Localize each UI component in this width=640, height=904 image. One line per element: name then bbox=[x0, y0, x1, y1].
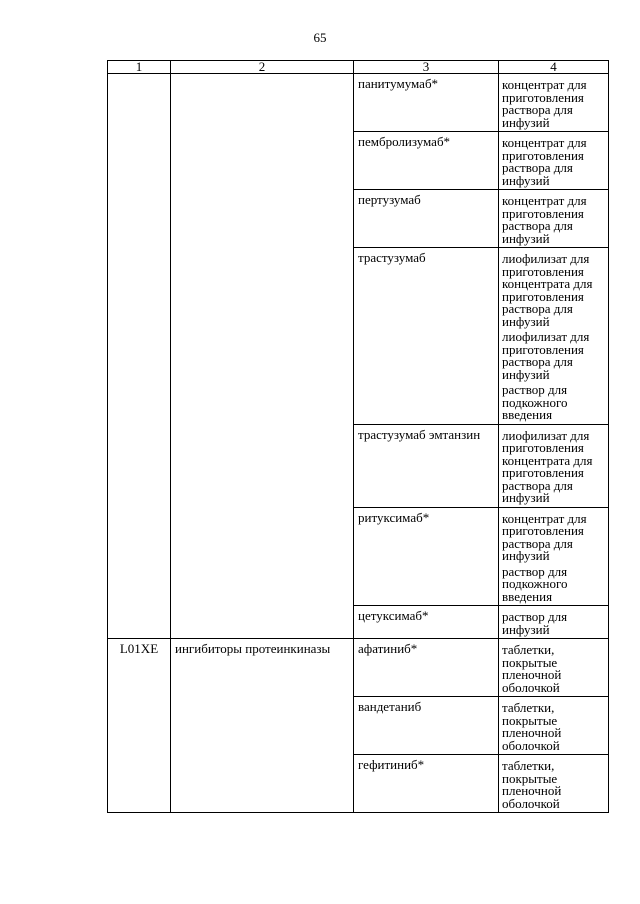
page-number: 65 bbox=[313, 30, 327, 45]
dosage-form: раствор для инфузий bbox=[502, 609, 568, 637]
dosage-form: концентрат для приготовления раствора для инфузий bbox=[502, 77, 587, 130]
drug-name-cell: пертузумаб bbox=[354, 190, 499, 248]
atc-group-name-cell bbox=[171, 74, 354, 639]
dosage-form: концентрат для приготовления раствора для инфузий bbox=[502, 135, 587, 188]
header-row bbox=[108, 61, 609, 74]
dosage-form-cell bbox=[499, 132, 609, 190]
header-cell-3: 3 bbox=[354, 61, 499, 74]
dosage-form-cell bbox=[499, 697, 609, 755]
table-row bbox=[108, 74, 609, 132]
atc-group-name-cell: ингибиторы протеинкиназы bbox=[171, 639, 354, 813]
drug-table-body bbox=[108, 61, 609, 813]
dosage-form-cell bbox=[499, 639, 609, 697]
dosage-form-cell bbox=[499, 606, 609, 639]
drug-name-cell: панитумумаб* bbox=[354, 74, 499, 132]
dosage-form: лиофилизат для приготовления концентрата для приготовления раствора для инфузий bbox=[502, 251, 593, 329]
dosage-form: концентрат для приготовления раствора для инфузий bbox=[502, 510, 587, 563]
table-row bbox=[108, 639, 609, 697]
dosage-form-cell bbox=[499, 248, 609, 425]
drug-name-cell: пембролизумаб* bbox=[354, 132, 499, 190]
dosage-form: таблетки, покрытые пленочной оболочкой bbox=[502, 642, 562, 695]
header-cell-1: 1 bbox=[108, 61, 171, 74]
dosage-form-cell bbox=[499, 755, 609, 813]
dosage-form: таблетки, покрытые пленочной оболочкой bbox=[502, 700, 562, 753]
atc-code-cell bbox=[108, 74, 171, 639]
dosage-form: раствор для подкожного введения bbox=[502, 563, 568, 604]
drug-name-cell: вандетаниб bbox=[354, 697, 499, 755]
dosage-form-cell bbox=[499, 507, 609, 606]
dosage-form: лиофилизат для приготовления концентрата для приготовления раствора для инфузий bbox=[502, 427, 593, 505]
dosage-form: лиофилизат для приготовления раствора для инфузий bbox=[502, 329, 590, 382]
header-cell-4: 4 bbox=[499, 61, 609, 74]
drug-name-cell: ритуксимаб* bbox=[354, 507, 499, 606]
atc-code-cell: L01XE bbox=[108, 639, 171, 813]
drug-table bbox=[107, 60, 609, 813]
dosage-form-cell bbox=[499, 190, 609, 248]
drug-name-cell: гефитиниб* bbox=[354, 755, 499, 813]
dosage-form: таблетки, покрытые пленочной оболочкой bbox=[502, 758, 562, 811]
dosage-form-cell bbox=[499, 424, 609, 507]
dosage-form: раствор для подкожного введения bbox=[502, 382, 568, 422]
dosage-form: концентрат для приготовления раствора для инфузий bbox=[502, 193, 587, 246]
drug-name-cell: трастузумаб bbox=[354, 248, 499, 425]
dosage-form-cell bbox=[499, 74, 609, 132]
drug-name-cell: трастузумаб эмтанзин bbox=[354, 424, 499, 507]
header-cell-2: 2 bbox=[171, 61, 354, 74]
drug-name-cell: цетуксимаб* bbox=[354, 606, 499, 639]
drug-name-cell: афатиниб* bbox=[354, 639, 499, 697]
